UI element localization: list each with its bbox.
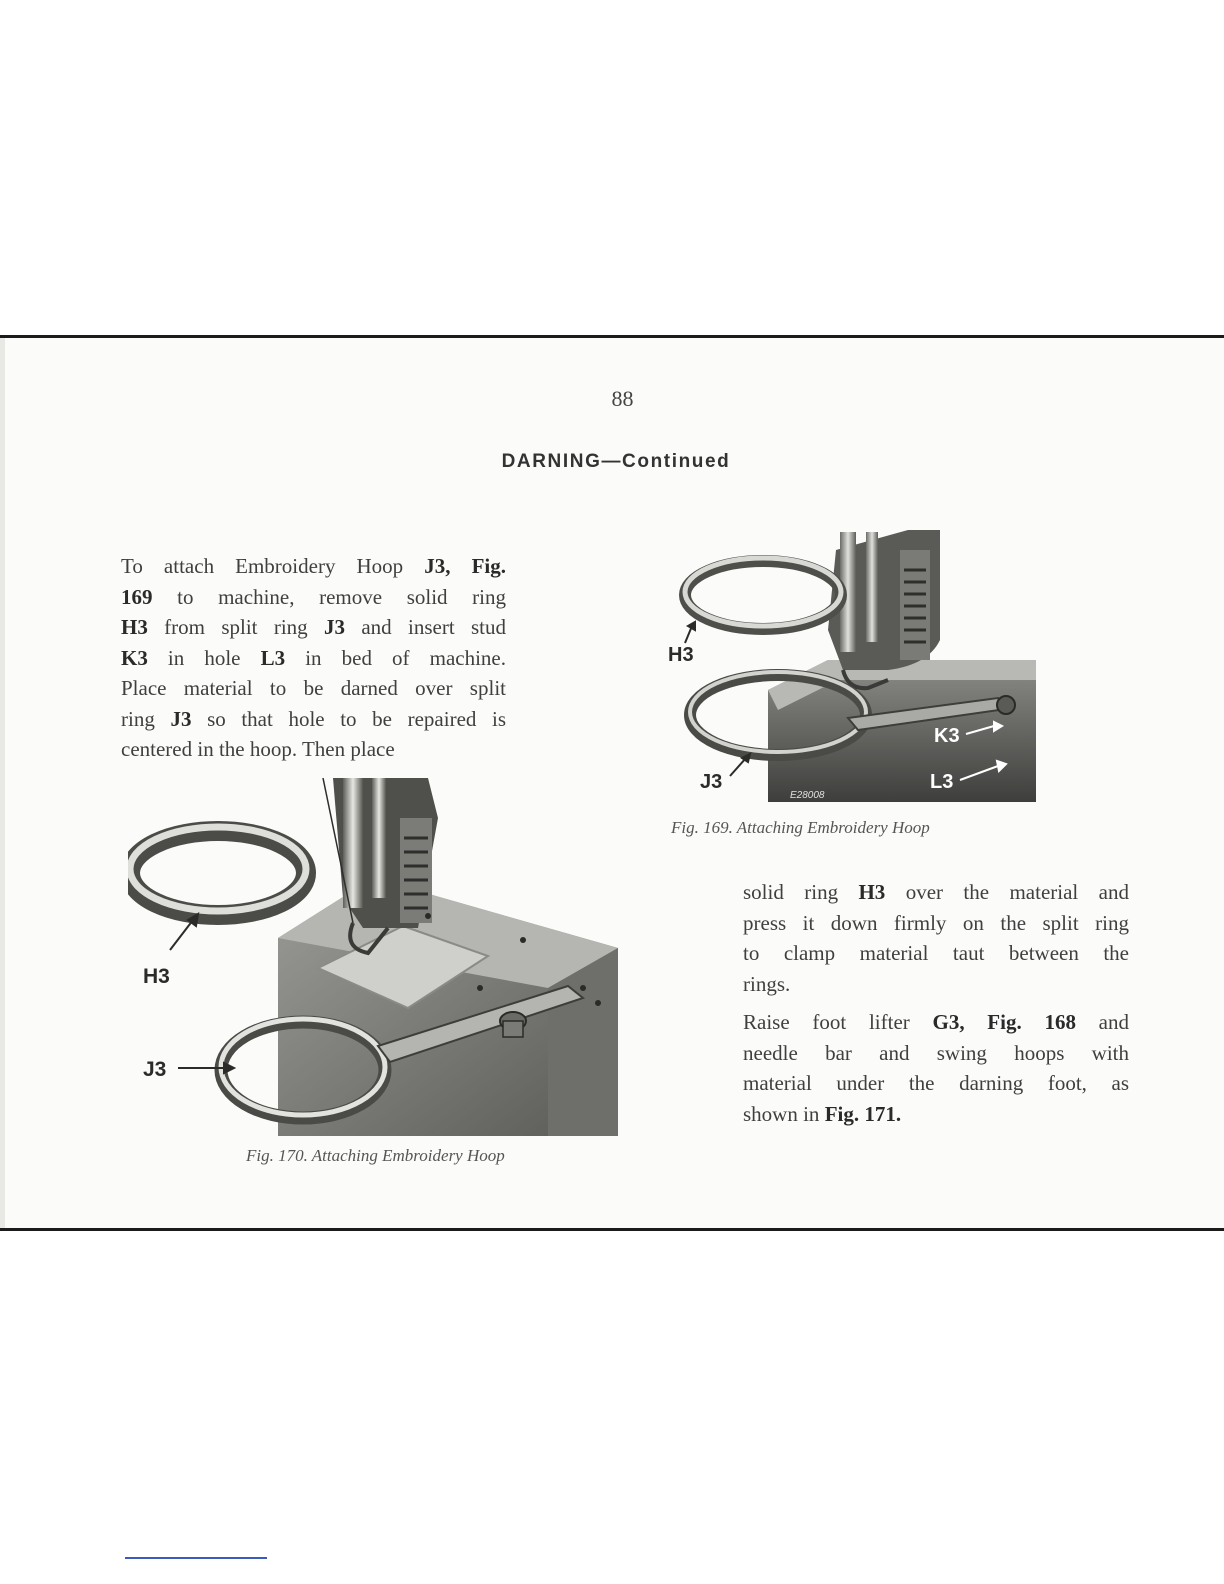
text-line: needle bar and swing hoops with bbox=[743, 1040, 1129, 1065]
text-line: H3 from split ring J3 and insert stud bbox=[121, 615, 507, 639]
label-h3: H3 bbox=[143, 965, 170, 988]
bold-reference: K3 bbox=[121, 645, 148, 670]
text-line: press it down firmly on the split ring bbox=[743, 910, 1129, 935]
raise-foot-paragraph bbox=[743, 1007, 1129, 1129]
bold-reference: H3 bbox=[858, 880, 886, 904]
photo-code: E28008 bbox=[790, 790, 825, 801]
footer-link-line bbox=[125, 1557, 267, 1559]
intro-paragraph bbox=[121, 551, 506, 765]
bold-reference: J3 bbox=[324, 615, 346, 639]
page-number: 88 bbox=[611, 386, 634, 411]
bold-reference: 169 bbox=[121, 584, 153, 609]
text-line: shown in Fig. 171. bbox=[743, 1101, 902, 1126]
bold-reference: H3 bbox=[121, 615, 148, 639]
figure-170-photo bbox=[128, 778, 618, 1136]
text-line: rings. bbox=[743, 971, 791, 996]
text-line: 169 to machine, remove solid ring bbox=[121, 584, 506, 609]
label-h3: H3 bbox=[668, 644, 694, 666]
bold-reference: J3 bbox=[170, 706, 192, 731]
text-line: Place material to be darned over split bbox=[121, 676, 506, 700]
text-line: K3 in hole L3 in bed of machine. bbox=[121, 645, 507, 670]
text-line: ring J3 so that hole to be repaired is bbox=[121, 706, 507, 731]
text-line: To attach Embroidery Hoop J3, Fig. bbox=[121, 554, 506, 578]
text-line: centered in the hoop. Then place bbox=[121, 737, 395, 761]
text-line: material under the darning foot, as bbox=[743, 1071, 1129, 1095]
label-k3: K3 bbox=[934, 725, 960, 747]
label-l3: L3 bbox=[930, 771, 954, 793]
figure-169-caption: Fig. 169. Attaching Embroidery Hoop bbox=[671, 818, 930, 837]
text-line: solid ring H3 over the material and bbox=[743, 880, 1129, 904]
label-j3: J3 bbox=[143, 1058, 167, 1081]
figure-170-caption: Fig. 170. Attaching Embroidery Hoop bbox=[246, 1146, 505, 1165]
bold-reference: L3 bbox=[260, 645, 286, 670]
bold-reference: J3, Fig. bbox=[424, 554, 506, 578]
label-j3: J3 bbox=[700, 771, 723, 793]
text-line: to clamp material taut between the bbox=[743, 941, 1129, 965]
scanned-page bbox=[0, 335, 1224, 1231]
figure-169-photo bbox=[668, 530, 1036, 802]
section-heading: DARNING—Continued bbox=[501, 451, 731, 472]
bold-reference: G3, Fig. 168 bbox=[932, 1010, 1076, 1034]
bold-reference: Fig. 171. bbox=[824, 1101, 902, 1126]
continuation-paragraph bbox=[743, 877, 1129, 999]
text-line: Raise foot lifter G3, Fig. 168 and bbox=[743, 1010, 1130, 1034]
